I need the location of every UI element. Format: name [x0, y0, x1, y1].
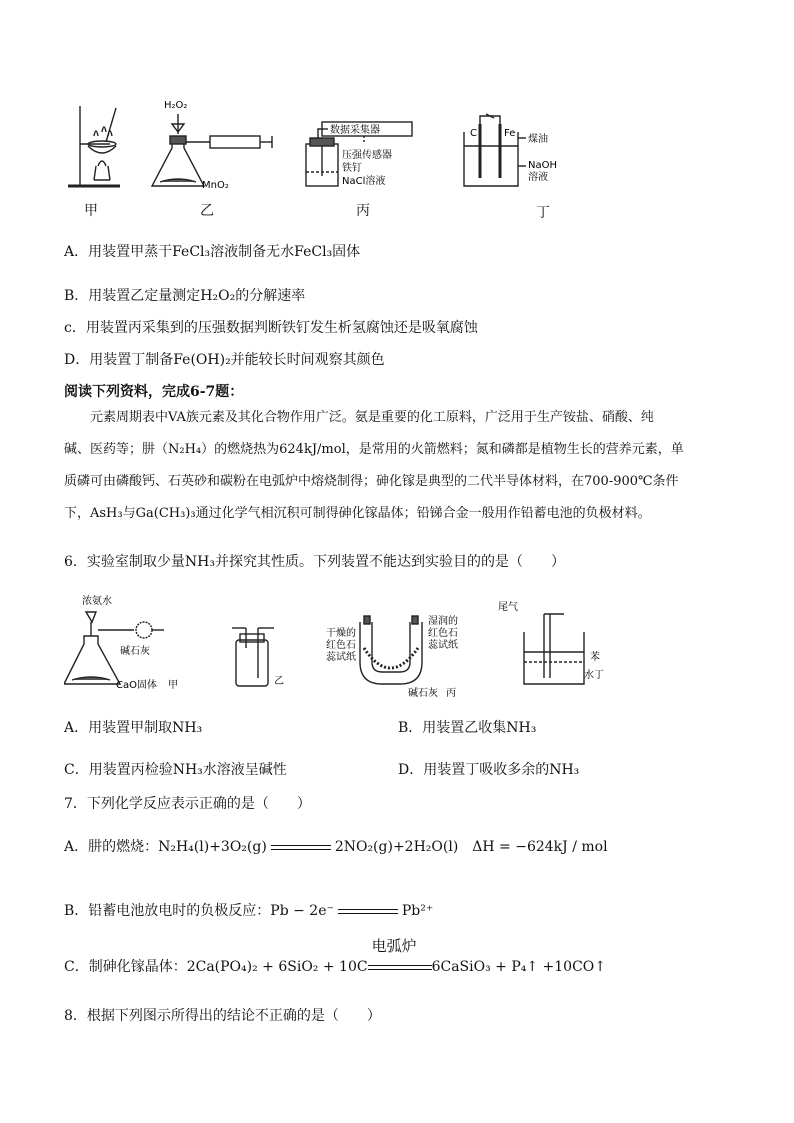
fig6-conc-ammonia: 浓氨水	[82, 596, 112, 607]
q7-c-right: 6CaSiO₃ + P₄↑ +10CO↑	[431, 959, 607, 975]
apparatus-jia	[68, 106, 120, 186]
q8-stem: 8．根据下列图示所得出的结论不正确的是（ ）	[64, 1008, 381, 1024]
reading-paragraph	[64, 402, 734, 530]
fig6-dry-1: 干燥的	[326, 628, 356, 639]
equals-sign	[338, 904, 398, 918]
q7-b-right: Pb²⁺	[401, 903, 434, 919]
q7-a-right: 2NO₂(g)+2H₂O(l) ΔH = −624kJ / mol	[334, 839, 608, 855]
q6-stem: 6．实验室制取少量NH₃并探究其性质。下列装置不能达到实验目的的是（ ）	[64, 554, 565, 570]
fig-text-solution: 溶液	[528, 172, 548, 183]
apparatus-q6-bing	[360, 616, 422, 684]
fig-text-nail: 铁钉	[342, 163, 362, 174]
reaction-condition	[368, 937, 432, 975]
reading-line-3: 质磷可由磷酸钙、石英砂和碳粉在电弧炉中熔烧制得；砷化镓是典型的二代半导体材料，在700-900℃条件	[64, 474, 679, 489]
q5-option-b: B．用装置乙定量测定H₂O₂的分解速率	[64, 288, 306, 304]
apparatus-ding	[464, 114, 526, 186]
fig-text-oil: 煤油	[528, 134, 548, 145]
q7-b-left: B．铅蓄电池放电时的负极反应：Pb − 2e⁻	[64, 903, 334, 919]
q7-c-condition: 电弧炉	[371, 937, 417, 955]
equals-sign	[368, 960, 432, 974]
fig-label-jia: 甲	[84, 203, 98, 219]
fig-text-naoh: NaOH	[528, 160, 557, 171]
q6-option-c: C．用装置丙检验NH₃水溶液呈碱性	[64, 762, 287, 778]
q7-stem: 7．下列化学反应表示正确的是（ ）	[64, 796, 311, 812]
fig6-wet-2: 红色石	[428, 628, 458, 639]
q7-option-a	[64, 836, 608, 856]
apparatus-q6-ding	[524, 614, 584, 684]
q5-option-d: D．用装置丁制备Fe(OH)₂并能较长时间观察其颜色	[64, 352, 385, 368]
fig6-jia: 甲	[168, 680, 178, 691]
fig6-water: 水	[584, 670, 594, 681]
fig6-cao: CaO固体	[116, 680, 157, 691]
fig-label-bing: 丙	[356, 203, 370, 219]
fig6-dry-2: 红色石	[326, 640, 356, 651]
q7-c-left: C．制砷化镓晶体：2Ca(PO₄)₂ + 6SiO₂ + 10C	[64, 959, 368, 975]
q5-option-c: c．用装置丙采集到的压强数据判断铁钉发生析氢腐蚀还是吸氧腐蚀	[64, 320, 478, 336]
fig-text-h2o2: H₂O₂	[164, 100, 188, 111]
fig-label-yi: 乙	[200, 203, 214, 219]
fig6-yi: 乙	[274, 676, 284, 687]
fig-text-fe: Fe	[504, 128, 516, 139]
fig6-tail-gas: 尾气	[498, 602, 518, 613]
apparatus-q6-yi	[232, 628, 274, 686]
apparatus-yi	[152, 114, 272, 186]
q7-option-b	[64, 900, 433, 920]
q5-figures	[60, 96, 580, 226]
q6-figures	[64, 592, 604, 702]
fig6-wet-3: 蕊试纸	[428, 640, 458, 651]
q5-option-a: A．用装置甲蒸干FeCl₃溶液制备无水FeCl₃固体	[64, 244, 361, 260]
q6-option-d: D．用装置丁吸收多余的NH₃	[398, 762, 580, 778]
reading-title: 阅读下列资料，完成6-7题：	[64, 384, 244, 400]
q7-a-left: A．肼的燃烧：N₂H₄(l)+3O₂(g)	[64, 839, 267, 855]
q6-option-b: B．用装置乙收集NH₃	[398, 720, 537, 736]
fig-label-ding: 丁	[536, 205, 550, 221]
fig6-soda-lime-2: 碱石灰	[408, 688, 438, 699]
reading-line-2: 碱、医药等；肼（N₂H₄）的燃烧热为624kJ/mol，是常用的火箭燃料；氮和磷都是植物生长的营养元素，单	[64, 442, 684, 457]
fig-text-c: C	[470, 128, 477, 139]
fig-text-collector: 数据采集器	[330, 125, 380, 136]
fig6-soda-lime: 碱石灰	[120, 646, 150, 657]
fig-text-nacl: NaCl溶液	[342, 176, 386, 187]
fig-text-pressure: 压强传感器	[342, 150, 392, 161]
q7-option-c	[64, 937, 607, 976]
fig6-dry-3: 蕊试纸	[326, 652, 356, 663]
fig6-wet-1: 湿润的	[428, 616, 458, 627]
reading-line-1: 元素周期表中VA族元素及其化合物作用广泛。氨是重要的化工原料，广泛用于生产铵盐、硝酸、纯	[90, 410, 654, 425]
equals-sign	[271, 840, 331, 854]
fig6-ding: 丁	[594, 670, 604, 681]
reading-line-4: 下，AsH₃与Ga(CH₃)₃通过化学气相沉积可制得砷化镓晶体；铅锑合金一般用作铅蓄电池的负极材料。	[64, 506, 651, 521]
q6-option-a: A．用装置甲制取NH₃	[64, 720, 203, 736]
fig-text-mno2: MnO₂	[202, 180, 229, 191]
fig6-bing: 丙	[446, 688, 456, 699]
fig6-benzene: 苯	[590, 652, 600, 663]
